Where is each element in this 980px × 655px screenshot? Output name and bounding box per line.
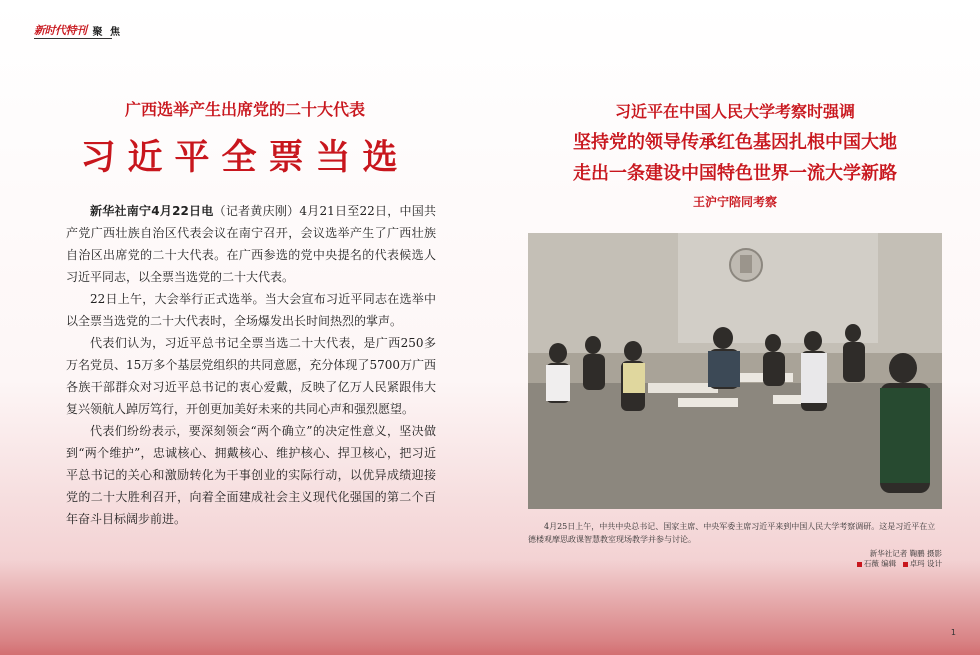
editor-credits xyxy=(853,558,942,569)
designer-name: 卓玛 xyxy=(909,559,925,568)
red-square-marker xyxy=(903,562,908,567)
news-photo xyxy=(528,233,942,509)
right-article-headlines xyxy=(528,96,942,210)
right-headline-3: 走出一条建设中国特色世界一流大学新路 xyxy=(573,163,897,184)
dateline: 新华社南宁4月22日电 xyxy=(90,204,214,218)
left-article-subtitle: 广西选举产生出席党的二十大代表 xyxy=(124,100,365,119)
paragraph-4: 代表们纷纷表示，要深刻领会“两个确立”的决定性意义，坚决做到“两个维护”，忠诚核心、拥戴核心、维护核心、捍卫核心，把习近平总书记的关心和激励转化为干事创业的实际行动，以优异成绩迎接党的二十大胜利召开，向着全面建成社会主义现代化强国的第二个百年奋斗目标阔步前进。 xyxy=(66,424,436,526)
left-article-body xyxy=(66,200,436,530)
masthead-rule xyxy=(34,38,112,39)
right-headline-1: 习近平在中国人民大学考察时强调 xyxy=(614,102,855,121)
paragraph-3: 代表们认为，习近平总书记全票当选二十大代表，是广西250多万名党员、15万多个基层党组织的共同意愿，充分体现了5700万广西各族干部群众对习近平总书记的衷心爱戴，反映了亿万人民紧跟伟大复兴领航人踔厉笃行，开创更加美好未来的共同心声和强烈愿望。 xyxy=(66,336,436,416)
editor-name: 石薇 xyxy=(863,559,879,568)
classroom-photo-illustration xyxy=(528,233,942,509)
designer-role: 设计 xyxy=(927,559,942,568)
paragraph-1-text: （记者黄庆刚）4月21日至22日，中国共产党广西壮族自治区代表会议在南宁召开，会议选举产生了广西壮族自治区出席党的二十大代表。在广西参选的党中央提名的代表候选人习近平同志，以全票当选党的二十大代表。 xyxy=(66,204,436,284)
page-number: 1 xyxy=(950,628,956,637)
publication-logo: 新时代特刊 xyxy=(34,24,87,37)
paragraph-1 xyxy=(66,200,436,288)
masthead xyxy=(34,22,122,38)
section-label: 聚 焦 xyxy=(92,26,122,38)
editor-role: 编辑 xyxy=(881,559,897,568)
right-headline-2: 坚持党的领导传承红色基因扎根中国大地 xyxy=(573,132,897,153)
photo-caption: 4月25日上午，中共中央总书记、国家主席、中央军委主席习近平来到中国人民大学考察调研。这是习近平在立德楼观摩思政课智慧教室现场教学并参与讨论。 xyxy=(528,522,936,544)
left-article-title: 习近平全票当选 xyxy=(80,137,410,178)
red-square-marker xyxy=(857,562,862,567)
paragraph-2: 22日上午，大会举行正式选举。当大会宣布习近平同志在选举中以全票当选党的二十大代表时，全场爆发出长时间热烈的掌声。 xyxy=(66,292,436,328)
accompany-line: 王沪宁陪同考察 xyxy=(692,195,777,209)
photo-credit: 新华社记者 鞠鹏 摄影 xyxy=(869,549,942,558)
